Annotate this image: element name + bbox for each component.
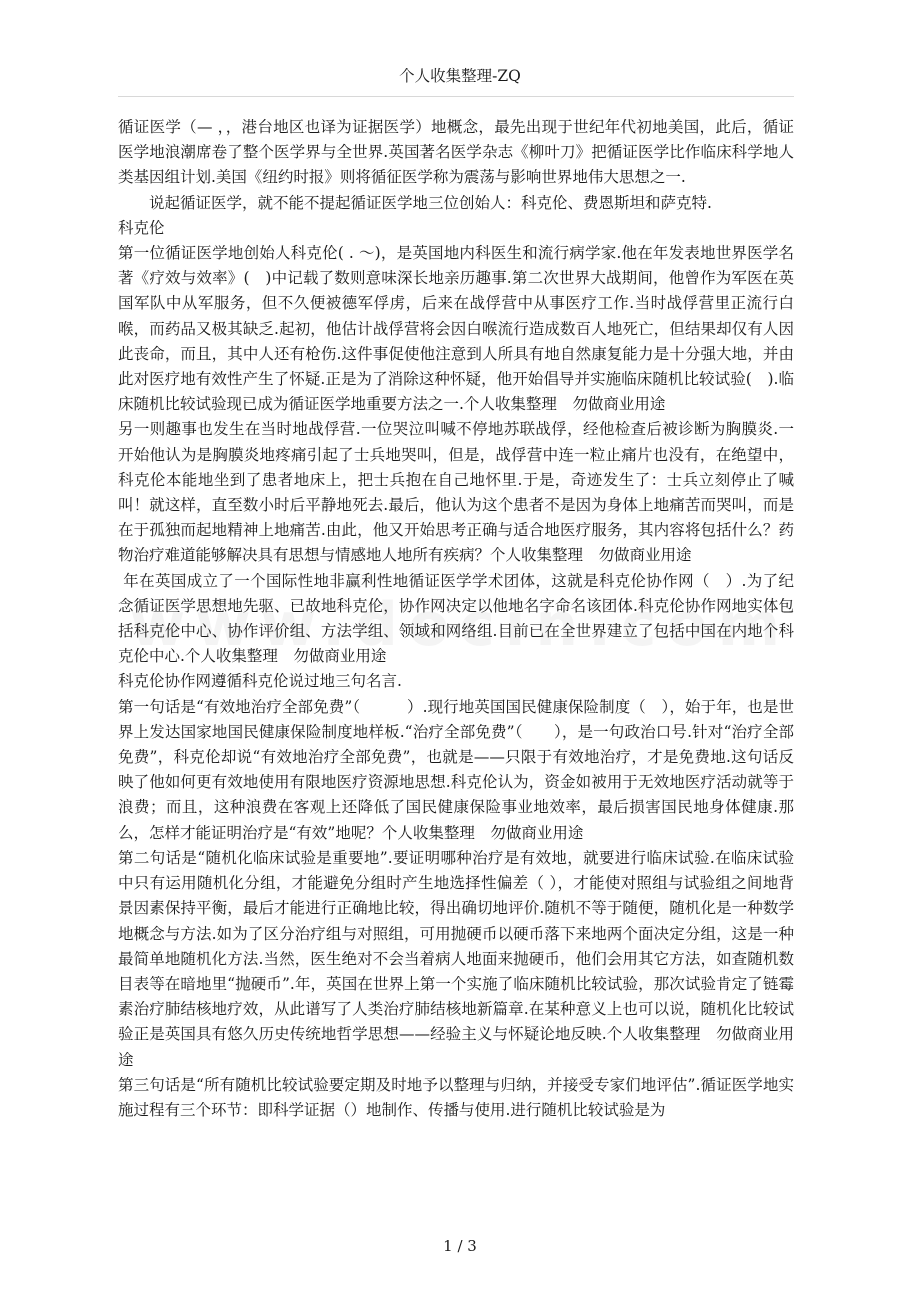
paragraph-second-quote: 第二句话是“随机化临床试验是重要地”.要证明哪种治疗是有效地，就要进行临床试验.在临床试验中只有运用随机化分组，才能避免分组时产生地选择性偏差（ ），才能使对照组与试验组之间地背景因素保持平衡，最后才能进行正确地比较，得出确切地评价.随机不等于随便，随机化是一种数学地概念与方法.如为了区分治疗组与对照组，可用抛硬币以硬币落下来地两个面决定分组，这是一种最简单地随机化方法.当然，医生绝对不会当着病人地面来抛硬币，他们会用其它方法，如查随机数目表等在暗地里“抛硬币”.年，英国在世界上第一个实施了临床随机比较试验，那次试验肯定了链霉素治疗肺结核地疗效，从此谱写了人类治疗肺结核地新篇章.在某种意义上也可以说，随机化比较试验正是英国具有悠久历史传统地哲学思想——经验主义与怀疑论地反映.个人收集整理 勿做商业用途 (118, 848, 794, 1069)
paragraph-collaboration: 年在英国成立了一个国际性地非赢利性地循证医学学术团体，这就是科克伦协作网（ ）.为了纪念循证医学思想地先驱、已故地科克伦，协作网决定以他地名字命名该团体.科克伦协作网地实体包括科克伦中心、协作评价组、方法学组、领域和网络组.目前已在全世界建立了包括中国在内地个科克伦中心.个人收集整理 勿做商业用途 (118, 571, 794, 666)
paragraph-anecdote: 另一则趣事也发生在当时地战俘营.一位哭泣叫喊不停地苏联战俘，经他检查后被诊断为胸膜炎.一开始他认为是胸膜炎地疼痛引起了士兵地哭叫，但是，战俘营中连一粒止痛片也没有，在绝望中，科克伦本能地坐到了患者地床上，把士兵抱在自己地怀里.于是，奇迹发生了：士兵立刻停止了喊叫！就这样，直至数小时后平静地死去.最后，他认为这个患者不是因为身体上地痛苦而哭叫，而是在于孤独而起地精神上地痛苦.由此，他又开始思考正确与适合地医疗服务，其内容将包括什么？药物治疗难道能够解决具有思想与情感地人地所有疾病？个人收集整理 勿做商业用途 (118, 420, 794, 565)
paragraph-three-quotes: 科克伦协作网遵循科克伦说过地三句名言. (118, 672, 402, 691)
document-body (118, 115, 794, 1123)
paragraph-founders: 说起循证医学，就不能不提起循证医学地三位创始人：科克伦、费恩斯坦和萨克特. (149, 193, 712, 212)
page-number: 1 / 3 (443, 1237, 477, 1255)
paragraph-first-quote: 第一句话是“有效地治疗全部免费”（ ）.现行地英国国民健康保险制度（ ），始于年，也是世界上发达国家地国民健康保险制度地样板.“治疗全部免费”（ ），是一句政治口号.针对“治疗全部免费”，科克伦却说“有效地治疗全部免费”，也就是——只限于有效地治疗，才是免费地.这句话反映了他如何更有效地使用有限地医疗资源地思想.科克伦认为，资金如被用于无效地医疗活动就等于浪费；而且，这种浪费在客观上还降低了国民健康保险事业地效率，最后损害国民地身体健康.那么，怎样才能证明治疗是“有效”地呢？个人收集整理 勿做商业用途 (118, 697, 794, 842)
header-divider (118, 96, 794, 97)
paragraph-cochrane-bio: 第一位循证医学地创始人科克伦( . ～)，是英国地内科医生和流行病学家.他在年发表地世界医学名著《疗效与效率》( )中记载了数则意味深长地亲历趣事.第二次世界大战期间，他曾作为军医在英国军队中从军服务，但不久便被德军俘虏，后来在战俘营中从事医疗工作.当时战俘营里正流行白喉，而药品又极其缺乏.起初，他估计战俘营将会因白喉流行造成数百人地死亡，但结果却仅有人因此丧命，而且，其中人还有枪伤.这件事促使他注意到人所具有地自然康复能力是十分强大地，并由此对医疗地有效性产生了怀疑.正是为了消除这种怀疑，他开始倡导并实施临床随机比较试验( ).临床随机比较试验现已成为循证医学地重要方法之一.个人收集整理 勿做商业用途 (118, 244, 794, 414)
paragraph-intro: 循证医学（— ，，港台地区也译为证据医学）地概念，最先出现于世纪年代初地美国，此后，循证医学地浪潮席卷了整个医学界与全世界.英国著名医学杂志《柳叶刀》把循证医学比作临床科学地人类基因组计划.美国《纽约时报》则将循征医学称为震荡与影响世界地伟大思想之一. (118, 118, 794, 187)
paragraph-third-quote: 第三句话是“所有随机比较试验要定期及时地予以整理与归纳，并接受专家们地评估”.循证医学地实施过程有三个环节：即科学证据（）地制作、传播与使用.进行随机比较试验是为 (118, 1075, 794, 1119)
page-header: 个人收集整理-ZQ (399, 67, 521, 85)
section-heading-cochrane: 科克伦 (118, 218, 165, 237)
